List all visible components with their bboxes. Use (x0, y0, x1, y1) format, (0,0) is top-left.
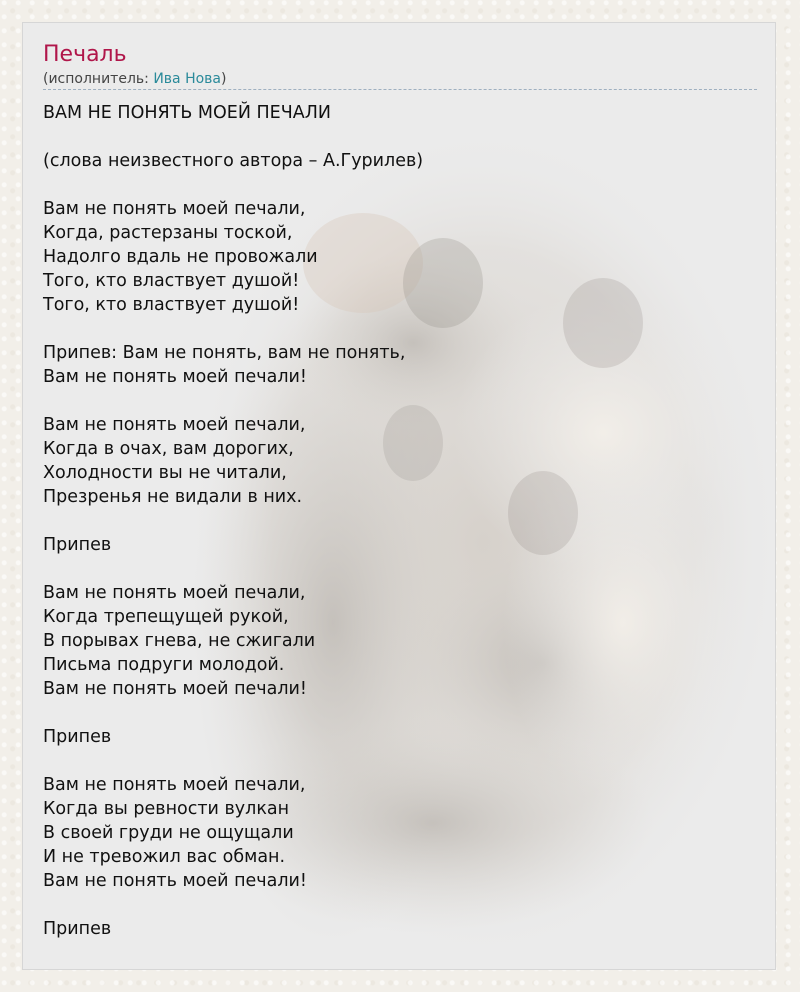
lyric-line (43, 389, 743, 413)
lyric-line: Вам не понять моей печали, (43, 583, 306, 603)
lyrics-card (22, 22, 776, 970)
lyric-line: Припев (43, 727, 112, 747)
lyric-line: Припев: Вам не понять, вам не понять, (43, 343, 406, 363)
lyric-line: Вам не понять моей печали! (43, 367, 307, 387)
lyric-line: Того, кто властвует душой! (43, 271, 300, 291)
title-divider (43, 89, 757, 90)
song-title: Печаль (43, 42, 127, 67)
lyric-line: И не тревожил вас обман. (43, 847, 286, 867)
lyric-line (43, 893, 743, 917)
lyrics-text (43, 101, 743, 941)
lyric-line: ВАМ НЕ ПОНЯТЬ МОЕЙ ПЕЧАЛИ (43, 103, 331, 123)
lyric-line: Холодности вы не читали, (43, 463, 287, 483)
lyric-line (43, 701, 743, 725)
lyric-line (43, 749, 743, 773)
performer-prefix: (исполнитель: (43, 71, 154, 87)
lyric-line (43, 173, 743, 197)
lyric-line: Припев (43, 535, 112, 555)
lyric-line: Когда в очах, вам дорогих, (43, 439, 294, 459)
performer-suffix: ) (221, 71, 227, 87)
lyric-line: (слова неизвестного автора – А.Гурилев) (43, 151, 424, 171)
lyric-line: Надолго вдаль не провожали (43, 247, 318, 267)
lyric-line: Когда вы ревности вулкан (43, 799, 290, 819)
lyric-line: Вам не понять моей печали, (43, 415, 306, 435)
lyric-line: Того, кто властвует душой! (43, 295, 300, 315)
lyric-line: Презренья не видали в них. (43, 487, 303, 507)
lyric-line: Припев (43, 919, 112, 939)
lyric-line: Когда, растерзаны тоской, (43, 223, 293, 243)
lyric-line (43, 557, 743, 581)
performer-line (43, 70, 226, 88)
lyric-line: Вам не понять моей печали, (43, 199, 306, 219)
lyric-line (43, 125, 743, 149)
lyric-line: В порывах гнева, не сжигали (43, 631, 316, 651)
lyric-line: Письма подруги молодой. (43, 655, 285, 675)
lyric-line: Вам не понять моей печали! (43, 871, 307, 891)
lyric-line: Когда трепещущей рукой, (43, 607, 289, 627)
performer-link[interactable]: Ива Нова (153, 71, 221, 87)
lyric-line: Вам не понять моей печали, (43, 775, 306, 795)
lyric-line: Вам не понять моей печали! (43, 679, 307, 699)
lyric-line: В своей груди не ощущали (43, 823, 294, 843)
lyric-line (43, 317, 743, 341)
lyric-line (43, 509, 743, 533)
